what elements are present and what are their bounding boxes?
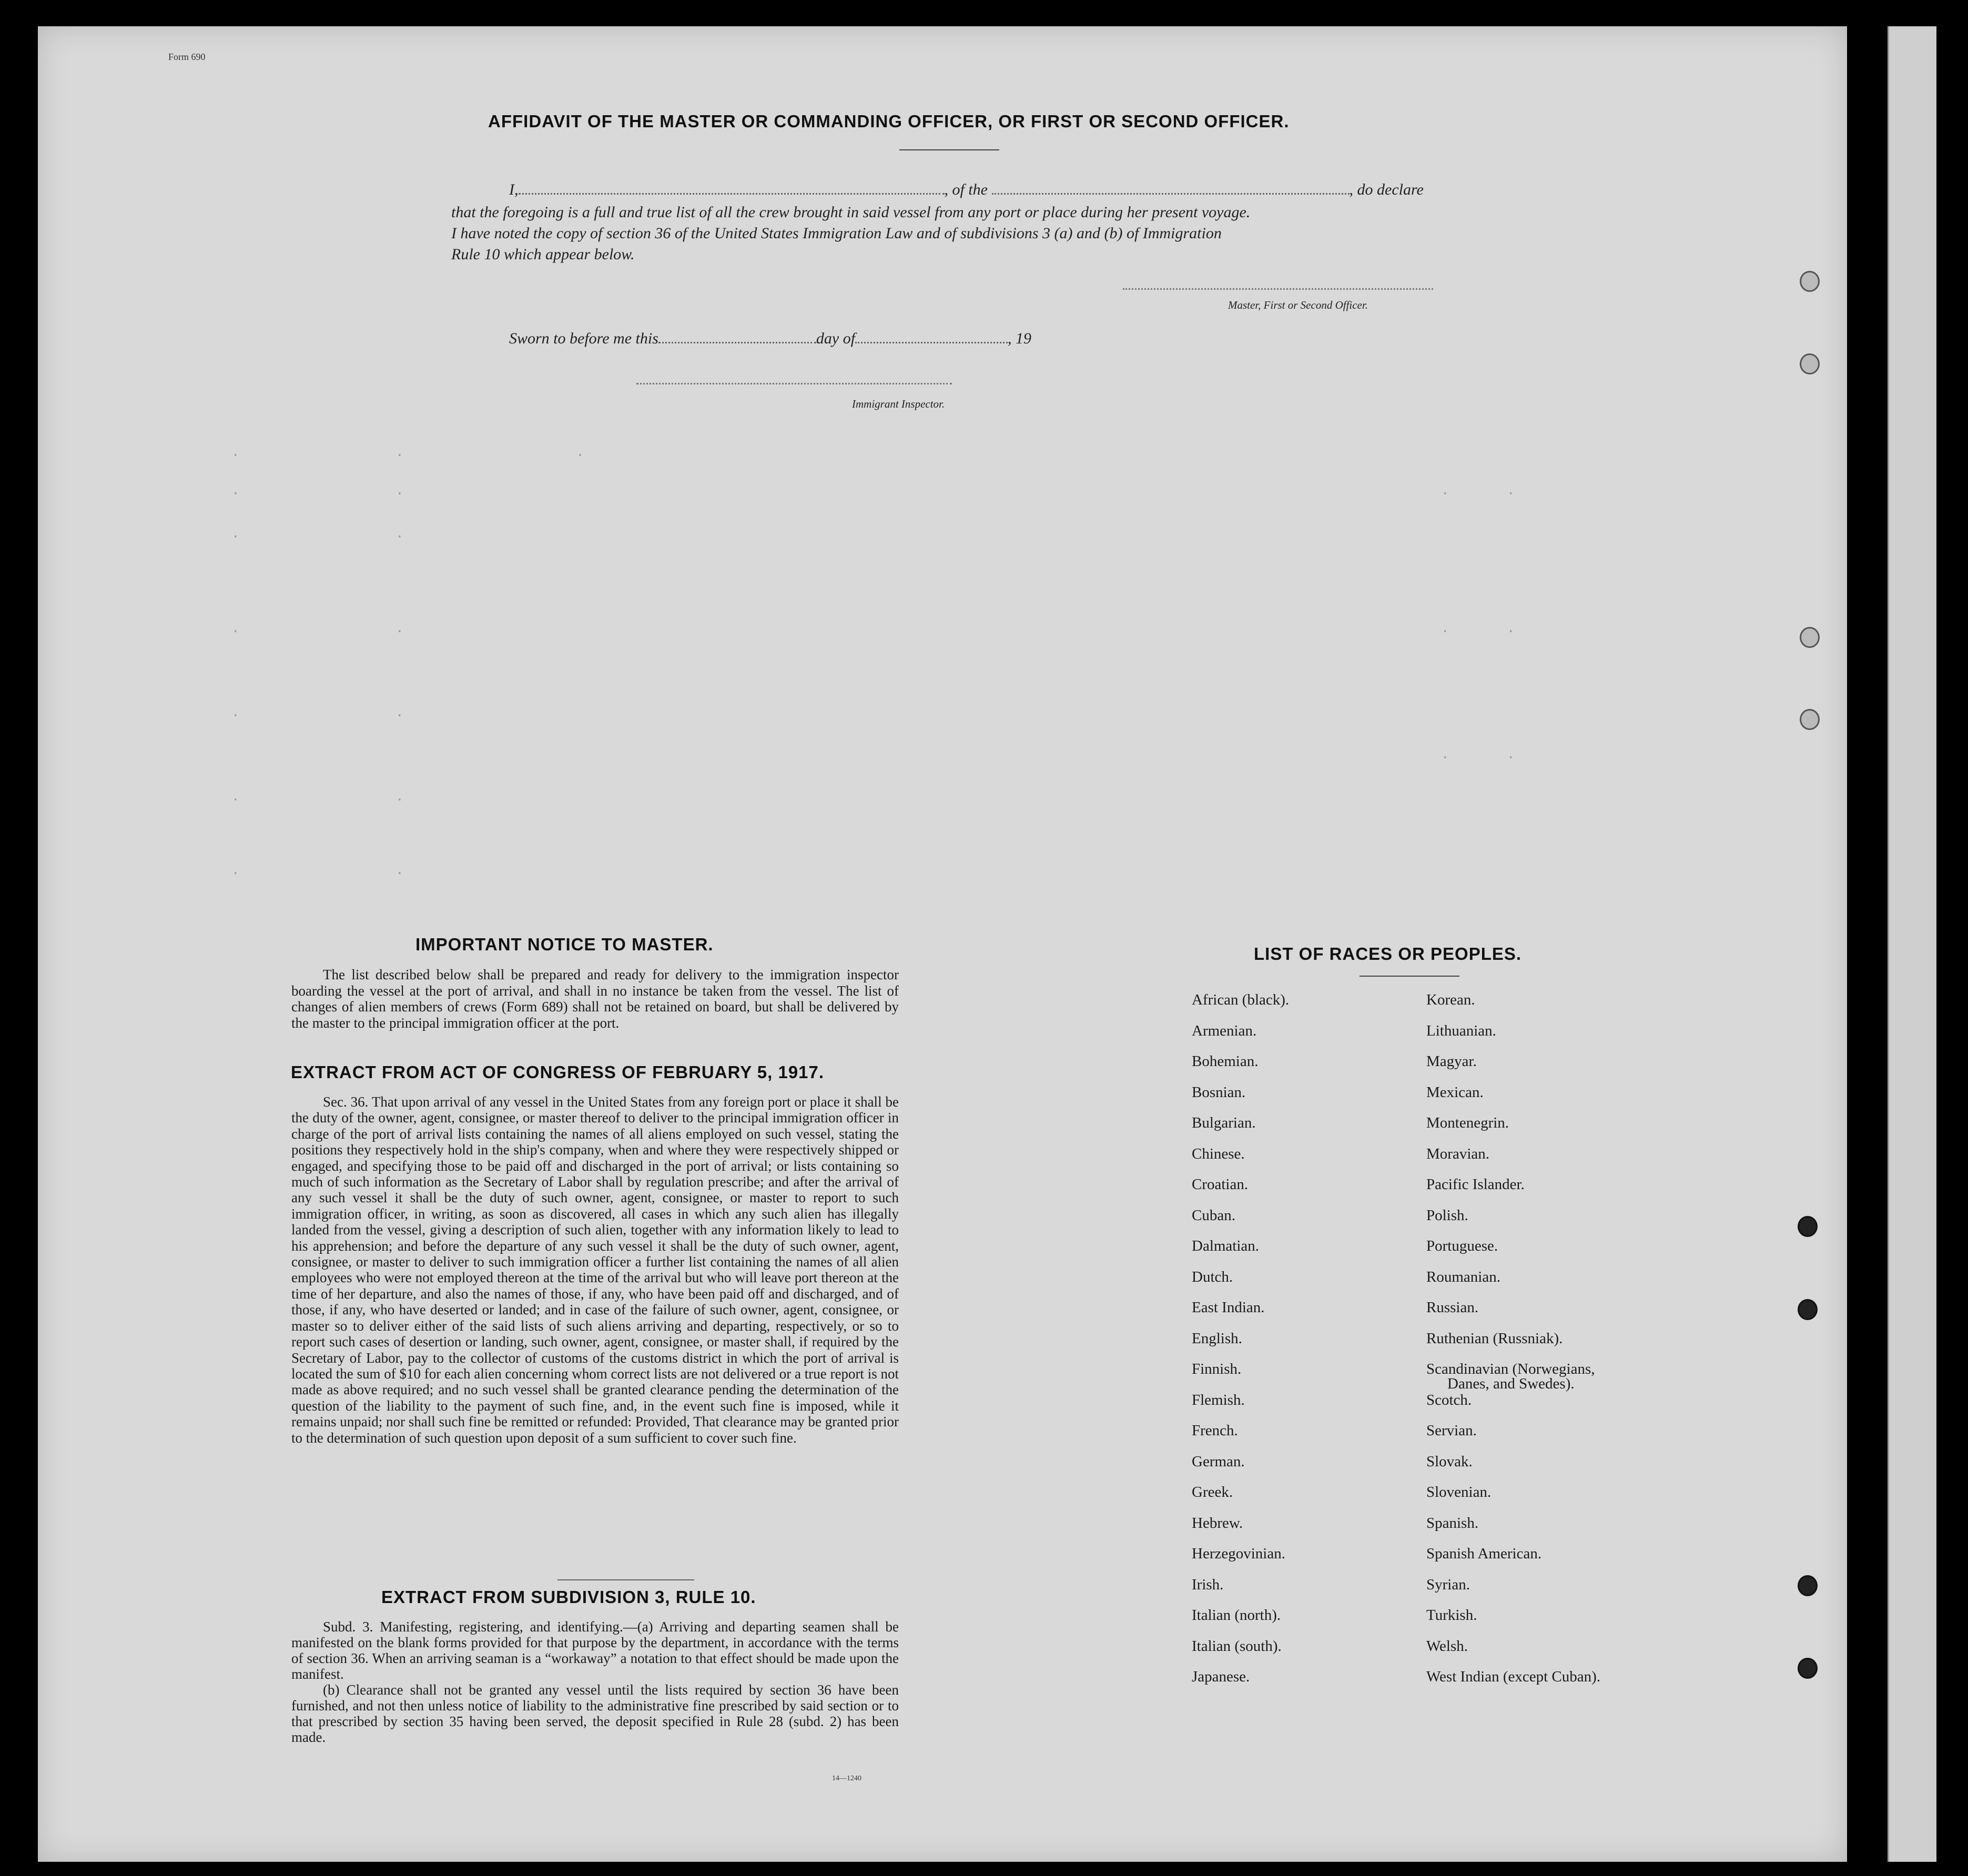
races-title: LIST OF RACES OR PEOPLES. [1254, 944, 1522, 964]
notice-paragraph: The list described below shall be prepared and ready for delivery to the immigration inspector boarding the vessel at the port of arrival, and shall in no instance be taken from the vessel. The list of changes of alien members of crews (Form 689) shall not be retained on board, but shall be delivered by the master to the principal immigration officer at the port. [291, 967, 899, 1031]
race-item: Finnish. [1192, 1361, 1242, 1377]
race-item: Servian. [1426, 1422, 1477, 1439]
bleed-through-row: . . [231, 621, 404, 636]
race-item: Ruthenian (Russniak). [1426, 1330, 1563, 1347]
race-item: Spanish. [1426, 1514, 1479, 1532]
subdivision-a-paragraph: Subd. 3. Manifesting, registering, and identifying.—(a) Arriving and departing seamen shall be manifested on the blank forms provided for that purpose by the department, in accordance with the terms of section 36. When an arriving seaman is a “workaway” a notation to that effect should be made upon the manifest. [291, 1619, 899, 1682]
race-item: Slovak. [1426, 1453, 1473, 1470]
notice-title: IMPORTANT NOTICE TO MASTER. [415, 935, 714, 954]
affidavit-line-1 [509, 180, 1424, 199]
inspector-signature-line[interactable] [636, 383, 952, 384]
affidavit-of-the: , of the [944, 181, 988, 198]
race-item: Pacific Islander. [1426, 1176, 1525, 1193]
bleed-through-row: . . [1441, 621, 1515, 636]
race-item: Syrian. [1426, 1576, 1470, 1593]
race-item: Bohemian. [1192, 1053, 1259, 1070]
binder-hole [1798, 1575, 1818, 1596]
race-item: Greek. [1192, 1484, 1233, 1500]
rule-extract-title: EXTRACT FROM SUBDIVISION 3, RULE 10. [381, 1587, 756, 1607]
race-item: Russian. [1426, 1299, 1479, 1316]
race-item: Bosnian. [1192, 1083, 1246, 1101]
race-item: Polish. [1426, 1206, 1468, 1224]
affidavit-title: AFFIDAVIT OF THE MASTER OR COMMANDING OFFICER, OR FIRST OR SECOND OFFICER. [488, 111, 1290, 131]
race-item: African (black). [1192, 991, 1290, 1008]
race-item: Armenian. [1192, 1022, 1257, 1039]
section-36-paragraph: Sec. 36. That upon arrival of any vessel in the United States from any foreign port or place it shall be the duty of the owner, agent, consignee, or master thereof to deliver to the principal immigration officer in charge of the port of arrival lists containing the names of all aliens employed on such vessel, stating the positions they respectively hold in the ship's company, when and where they were respectively shipped or engaged, and specifying those to be paid off and discharged in the port of arrival; or lists containing so much of such information as the Secretary of Labor shall by regulation prescribe; and after the arrival of any such vessel it shall be the duty of such owner, agent, consignee, or master to report to such immigration officer, in writing, as soon as discovered, all cases in which any such alien has illegally landed from the vessel, giving a description of such alien, together with any information likely to lead to his apprehension; and before the departure of any such vessel it shall be the duty of such owner, agent, consignee, or master to deliver to such immigration officer a further list containing the names of all alien employees who were not employed thereon at the time of the arrival but who will leave port thereon at the time of her departure, and also the names of those, if any, who have been paid off and discharged, and of those, if any, who have deserted or landed; and in case of the failure of such owner, agent, consignee, or master so to deliver either of the said lists of such aliens arriving and departing, respectively, or so to report such cases of desertion or landing, such owner, agent, consignee, or master shall, if required by the Secretary of Labor, pay to the collector of customs of the customs district in which the port of arrival is located the sum of $10 for each alien concerning whom correct lists are not delivered or a true report is not made as above required; and no such vessel shall be granted clearance pending the determination of the question of the liability to the payment of such fine, and, in the event such fine is imposed, while it remains unpaid; nor shall such fine be remitted or refunded: Provided, That clearance may be granted prior to the determination of such question upon deposit of a sum sufficient to cover such fine. [291, 1094, 899, 1446]
race-item: Cuban. [1192, 1206, 1235, 1224]
bleed-through-row: . . [231, 863, 404, 878]
race-item: Moravian. [1426, 1145, 1489, 1162]
race-item: Croatian. [1192, 1176, 1249, 1193]
binder-hole [1798, 1658, 1818, 1679]
vessel-blank[interactable] [992, 180, 1350, 195]
race-item: West Indian (except Cuban). [1426, 1668, 1601, 1685]
race-item: Montenegrin. [1426, 1114, 1509, 1131]
officer-label: Master, First or Second Officer. [1228, 299, 1368, 311]
sworn-month-blank[interactable] [855, 329, 1008, 343]
race-item: Magyar. [1426, 1053, 1477, 1070]
race-item: Korean. [1426, 991, 1475, 1008]
affidavit-line-4: Rule 10 which appear below. [451, 246, 635, 263]
form-number: Form 690 [168, 52, 206, 62]
sworn-line [509, 329, 1031, 348]
rule-extract-body [291, 1619, 899, 1745]
act-extract-body [291, 1094, 899, 1446]
races-title-rule [1360, 976, 1459, 977]
race-item: Lithuanian. [1426, 1022, 1496, 1039]
race-item: Chinese. [1192, 1145, 1245, 1162]
document-page [38, 26, 1847, 1862]
binder-hole [1798, 1216, 1818, 1237]
race-item: Flemish. [1192, 1391, 1245, 1408]
bleed-through-row: . . [231, 789, 404, 805]
year-prefix: , 19 [1008, 330, 1032, 347]
bleed-through-row: . . [231, 526, 404, 542]
bleed-through-row: . . [1441, 747, 1515, 763]
binder-hole [1800, 353, 1820, 374]
race-item: Hebrew. [1192, 1514, 1243, 1532]
race-item: Dutch. [1192, 1268, 1233, 1285]
race-item: Turkish. [1426, 1607, 1477, 1624]
act-extract-title: EXTRACT FROM ACT OF CONGRESS OF FEBRUARY 5, 1917. [291, 1062, 825, 1082]
binder-hole [1800, 709, 1820, 730]
race-item: Welsh. [1426, 1637, 1468, 1655]
affidavit-do-declare: , do declare [1349, 181, 1424, 198]
race-item: Irish. [1192, 1576, 1224, 1593]
race-item-continuation: Danes, and Swedes). [1447, 1375, 1575, 1392]
race-item: Herzegovinian. [1192, 1545, 1285, 1562]
bleed-through-row: . . . [231, 444, 584, 460]
race-item: German. [1192, 1453, 1245, 1470]
affidavit-line-2: that the foregoing is a full and true list of all the crew brought in said vessel from any port or place during her present voyage. [451, 204, 1251, 221]
binder-hole [1800, 627, 1820, 648]
race-item: Spanish American. [1426, 1545, 1542, 1562]
binder-hole [1798, 1299, 1818, 1320]
race-item: Dalmatian. [1192, 1238, 1260, 1254]
sworn-day-blank[interactable] [658, 329, 816, 343]
affidavit-line-3: I have noted the copy of section 36 of the United States Immigration Law and of subdivisions 3 (a) and (b) of Immigration [451, 225, 1222, 242]
binder-hole [1800, 271, 1820, 292]
race-item: French. [1192, 1422, 1238, 1439]
race-item: East Indian. [1192, 1299, 1265, 1316]
bleed-through-row: . . [231, 483, 404, 499]
race-item: Portuguese. [1426, 1238, 1498, 1254]
page-edge [1888, 26, 1936, 1862]
race-item: Scotch. [1426, 1391, 1472, 1408]
race-item: Italian (north). [1192, 1607, 1281, 1624]
race-item: Bulgarian. [1192, 1114, 1256, 1131]
officer-signature-line[interactable] [1123, 288, 1433, 290]
inspector-label: Immigrant Inspector. [852, 398, 945, 410]
race-item: Scandinavian (Norwegians, [1426, 1361, 1595, 1377]
affidavit-i: I, [509, 181, 519, 198]
notice-body [291, 967, 899, 1031]
bleed-through-row: . . [231, 705, 404, 721]
race-item: Slovenian. [1426, 1484, 1492, 1500]
section-rule [557, 1579, 694, 1580]
race-item: Roumanian. [1426, 1268, 1500, 1285]
print-code: 14—1240 [832, 1774, 861, 1782]
race-item: Mexican. [1426, 1083, 1484, 1101]
day-of: day of [816, 330, 856, 347]
subdivision-b-paragraph: (b) Clearance shall not be granted any vessel until the lists required by section 36 have been furnished, and not then unless notice of liability to the administrative fine prescribed by said section or to that prescribed by section 35 having been served, the deposit specified in Rule 28 (subd. 2) has been made. [291, 1682, 899, 1745]
race-item: Italian (south). [1192, 1637, 1282, 1655]
race-item: English. [1192, 1330, 1242, 1347]
sworn-prefix: Sworn to before me this [509, 330, 658, 347]
bleed-through-row: . . [1441, 483, 1515, 499]
title-rule [899, 149, 999, 150]
name-blank[interactable] [519, 180, 945, 195]
race-item: Japanese. [1192, 1668, 1250, 1685]
